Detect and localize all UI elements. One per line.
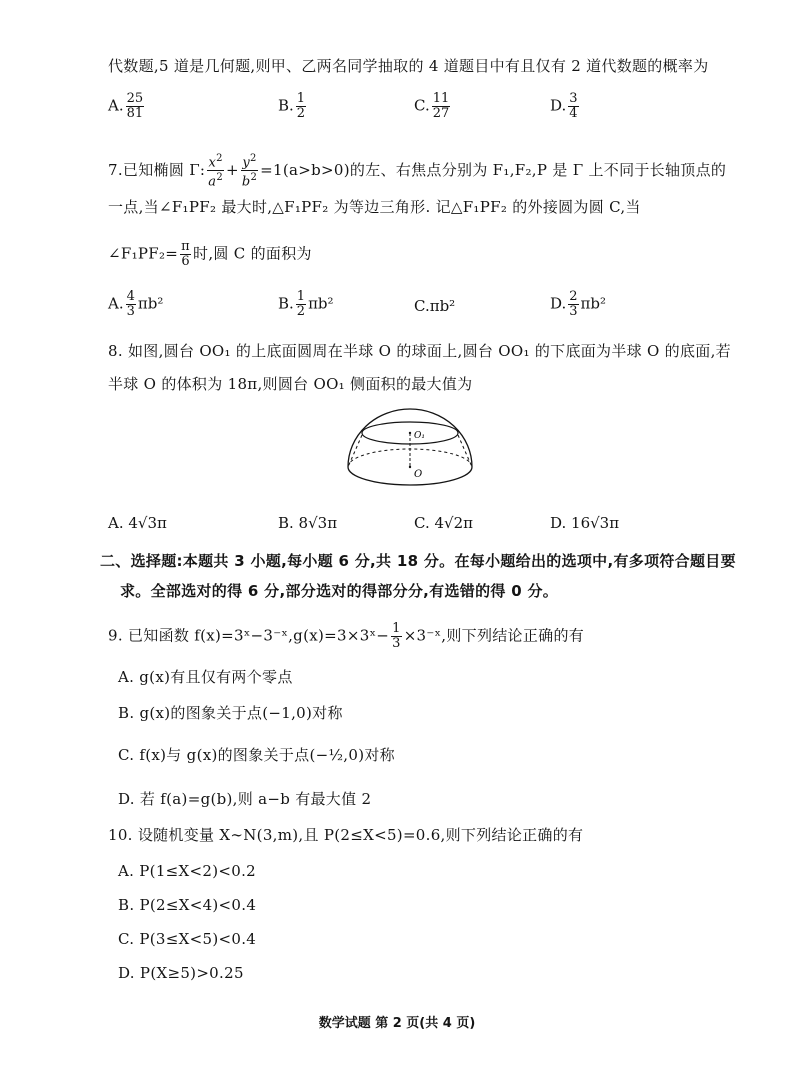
q6-option-c: C. $\frac{11}{27}$: [414, 91, 450, 121]
q6-option-a: A. $\frac{25}{81}$: [108, 91, 144, 121]
label-o: O: [414, 469, 423, 480]
q7-line2: 一点,当∠F₁PF₂ 最大时,△F₁PF₂ 为等边三角形. 记△F₁PF₂ 的外接圆为圆 C,当: [108, 198, 641, 216]
q7-line1: 7.已知椭圆 Γ: $\frac{x^2}{a^2}$ + $\frac{y^2}{b^2}$ =1(a>b>0)的左、右焦点分别为 F₁,F₂,P 是 Γ 上不同于长轴顶点的: [108, 153, 727, 190]
q10-option-b: B. P(2≤X<4)<0.4: [118, 896, 257, 914]
q8-option-b: B. 8√3π: [278, 514, 338, 532]
q10-stem: 10. 设随机变量 X∼N(3,m),且 P(2≤X<5)=0.6,则下列结论正确的有: [108, 826, 584, 844]
q8-line1: 8. 如图,圆台 OO₁ 的上底面圆周在半球 O 的球面上,圆台 OO₁ 的下底面为半球 O 的底面,若: [108, 342, 731, 360]
q9-option-a: A. g(x)有且仅有两个零点: [118, 668, 293, 686]
q7-option-c: C.πb²: [414, 297, 456, 315]
page-footer: 数学试题 第 2 页(共 4 页): [318, 1016, 476, 1031]
q7-option-a: A. $\frac{4}{3}$ πb²: [108, 289, 164, 319]
q8-option-d: D. 16√3π: [550, 514, 620, 532]
q10-option-d: D. P(X≥5)>0.25: [118, 964, 244, 982]
section2-heading-line2: 求。全部选对的得 6 分,部分选对的得部分分,有选错的得 0 分。: [120, 582, 559, 600]
q9-option-d: D. 若 f(a)=g(b),则 a−b 有最大值 2: [118, 790, 372, 808]
q10-option-c: C. P(3≤X<5)<0.4: [118, 930, 257, 948]
hemisphere-frustum-figure: [340, 405, 480, 500]
q7-option-b: B. $\frac{1}{2}$ πb²: [278, 289, 334, 319]
q8-option-c: C. 4√2π: [414, 514, 473, 532]
q6-option-d: D. $\frac{3}{4}$: [550, 91, 578, 121]
q7-option-d: D. $\frac{2}{3}$ πb²: [550, 289, 607, 319]
q7-line3: ∠F₁PF₂= $\frac{\pi}{6}$ 时,圆 C 的面积为: [108, 239, 312, 269]
q8-option-a: A. 4√3π: [108, 514, 167, 532]
q9-option-b: B. g(x)的图象关于点(−1,0)对称: [118, 704, 343, 722]
label-o1: O₁: [414, 431, 425, 441]
q9-stem: 9. 已知函数 f(x)=3ˣ−3⁻ˣ,g(x)=3×3ˣ− $\frac{1}{3}$ ×3⁻ˣ,则下列结论正确的有: [108, 621, 585, 651]
q9-option-c: C. f(x)与 g(x)的图象关于点(−½,0)对称: [118, 746, 395, 764]
q6-option-b: B. $\frac{1}{2}$: [278, 91, 306, 121]
section2-heading-line1: 二、选择题:本题共 3 小题,每小题 6 分,共 18 分。在每小题给出的选项中,有多项符合题目要: [100, 552, 736, 570]
q6-stem-tail: 代数题,5 道是几何题,则甲、乙两名同学抽取的 4 道题目中有且仅有 2 道代数题的概率为: [108, 57, 709, 75]
q10-option-a: A. P(1≤X<2)<0.2: [118, 862, 256, 880]
q8-line2: 半球 O 的体积为 18π,则圆台 OO₁ 侧面积的最大值为: [108, 375, 473, 393]
